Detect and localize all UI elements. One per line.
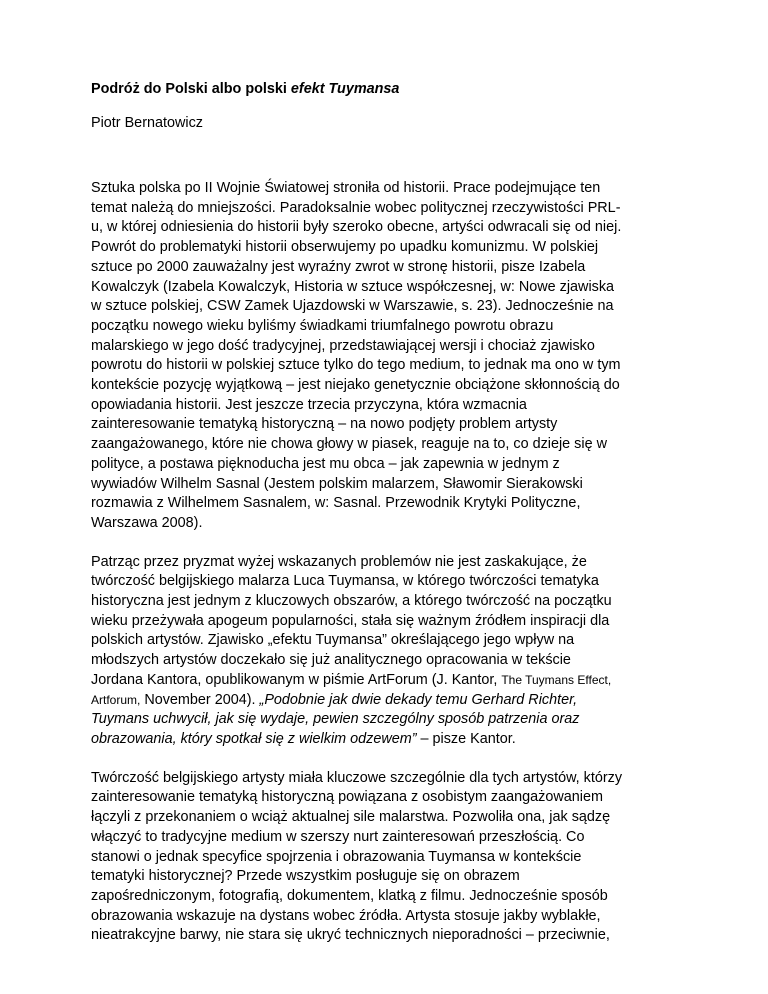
text-line: zainteresowanie tematyką historyczną powiązana z osobistym zaangażowaniem bbox=[91, 789, 603, 806]
text-line: polskich artystów. Zjawisko „efektu Tuymansa” określającego jego wpływ na bbox=[91, 632, 575, 649]
text-line-with-citation bbox=[91, 671, 691, 691]
paragraph-3 bbox=[91, 769, 691, 946]
text-line: polityce, a postawa pięknoducha jest mu obca – jak zapewnia w jednym z bbox=[91, 455, 560, 472]
text-line: temat należą do mniejszości. Paradoksalnie wobec politycznej rzeczywistości PRL- bbox=[91, 199, 621, 216]
text-line: zainteresowanie tematyką historyczną – na nowo podjęty problem artysty bbox=[91, 416, 558, 433]
text-line: Warszawa 2008). bbox=[91, 514, 203, 531]
text-line: obrazowania wskazuje na dystans wobec źródła. Artysta stosuje jakby wyblakłe, bbox=[91, 907, 601, 924]
quote-line: Tuymans uchwycił, jak się wydaje, pewien szczególny sposób patrzenia oraz bbox=[91, 711, 580, 728]
text-line: nieatrakcyjne barwy, nie stara się ukryć technicznych nieporadności – przeciwnie, bbox=[91, 927, 610, 944]
text-line: malarskiego w jego dość tradycyjnej, przedstawiającej wersji i chociaż zjawisko bbox=[91, 337, 595, 354]
text-line: młodszych artystów doczekało się już analitycznego opracowania w tekście bbox=[91, 652, 571, 669]
quote-line: obrazowania, który spotkał się z wielkim odzewem” bbox=[91, 730, 417, 747]
text-line: Sztuka polska po II Wojnie Światowej stroniła od historii. Prace podejmujące ten bbox=[91, 180, 601, 196]
text-line: w sztuce polskiej, CSW Zamek Ujazdowski w Warszawie, s. 23). Jednocześnie na bbox=[91, 298, 614, 315]
citation-journal: Artforum, bbox=[91, 692, 141, 707]
citation-article-title: The Tuymans Effect, bbox=[501, 672, 612, 687]
text-line: rozmawia z Wilhelmem Sasnalem, w: Sasnal. Przewodnik Krytyki Polityczne, bbox=[91, 495, 581, 512]
text-line: sztuce po 2000 zauważalny jest wyraźny zwrot w stronę historii, pisze Izabela bbox=[91, 258, 586, 275]
text-line: kontekście pozycję wyjątkową – jest niejako genetycznie obciążone skłonnością do bbox=[91, 377, 620, 394]
text-line-with-quote bbox=[91, 691, 691, 711]
text-line: początku nowego wieku byliśmy świadkami triumfalnego powrotu obrazu bbox=[91, 317, 554, 334]
citation-date: November 2004). bbox=[140, 691, 260, 708]
text-line: Kowalczyk (Izabela Kowalczyk, Historia w sztuce współczesnej, w: Nowe zjawiska bbox=[91, 278, 615, 295]
document-title bbox=[91, 80, 691, 98]
text-line: u, w której odniesienia do historii były szeroko obecne, artyści odwracali się od niej. bbox=[91, 219, 622, 236]
document-page bbox=[91, 80, 691, 946]
text-line: wywiadów Wilhelm Sasnal (Jestem polskim malarzem, Sławomir Sierakowski bbox=[91, 475, 583, 492]
paragraph-2 bbox=[91, 553, 691, 750]
text-line: włączyć to tradycyjne medium w szerszy nurt zainteresowań przeszłością. Co bbox=[91, 828, 585, 845]
text-line-quote-end bbox=[91, 730, 691, 750]
text-line: historyczna jest jednym z kluczowych obszarów, a którego twórczość na początku bbox=[91, 593, 612, 610]
text-line: zapośredniczonym, fotografią, dokumentem, klatką z filmu. Jednocześnie sposób bbox=[91, 887, 608, 904]
citation-lead: Jordana Kantora, opublikowanym w piśmie ArtForum (J. Kantor, bbox=[91, 671, 502, 688]
text-line: powrotu do historii w polskiej sztuce tylko do tego medium, to jednak ma ono w tym bbox=[91, 357, 621, 374]
quote-attribution: – pisze Kantor. bbox=[416, 730, 516, 747]
text-line: stanowi o jednak specyfice spojrzenia i obrazowania Tuymansa w kontekście bbox=[91, 848, 582, 865]
text-line: opowiadania historii. Jest jeszcze trzecia przyczyna, która wzmacnia bbox=[91, 396, 527, 413]
text-line: tematyki historycznej? Przede wszystkim posługuje się on obrazem bbox=[91, 868, 520, 885]
text-line: łączyli z przekonaniem o wciąż aktualnej sile malarstwa. Pozwoliła ona, jak sądzę bbox=[91, 809, 611, 826]
title-italic: efekt Tuymansa bbox=[290, 81, 400, 97]
text-line: zaangażowanego, które nie chowa głowy w piasek, reaguje na to, co dzieje się w bbox=[91, 436, 607, 453]
paragraph-1 bbox=[91, 179, 691, 534]
text-line: twórczość belgijskiego malarza Luca Tuymansa, w którego twórczości tematyka bbox=[91, 573, 599, 590]
quote-line: „Podobnie jak dwie dekady temu Gerhard Richter, bbox=[259, 691, 578, 708]
text-line: Powrót do problematyki historii obserwujemy po upadku komunizmu. W polskiej bbox=[91, 239, 599, 256]
text-line: Patrząc przez pryzmat wyżej wskazanych problemów nie jest zaskakujące, że bbox=[91, 553, 587, 570]
text-line: wieku przeżywała apogeum popularności, stała się ważnym źródłem inspiracji dla bbox=[91, 612, 610, 629]
title-main: Podróż do Polski albo polski bbox=[91, 81, 291, 97]
text-line: Twórczość belgijskiego artysty miała kluczowe szczególnie dla tych artystów, którzy bbox=[91, 769, 623, 786]
author-name: Piotr Bernatowicz bbox=[91, 115, 203, 131]
